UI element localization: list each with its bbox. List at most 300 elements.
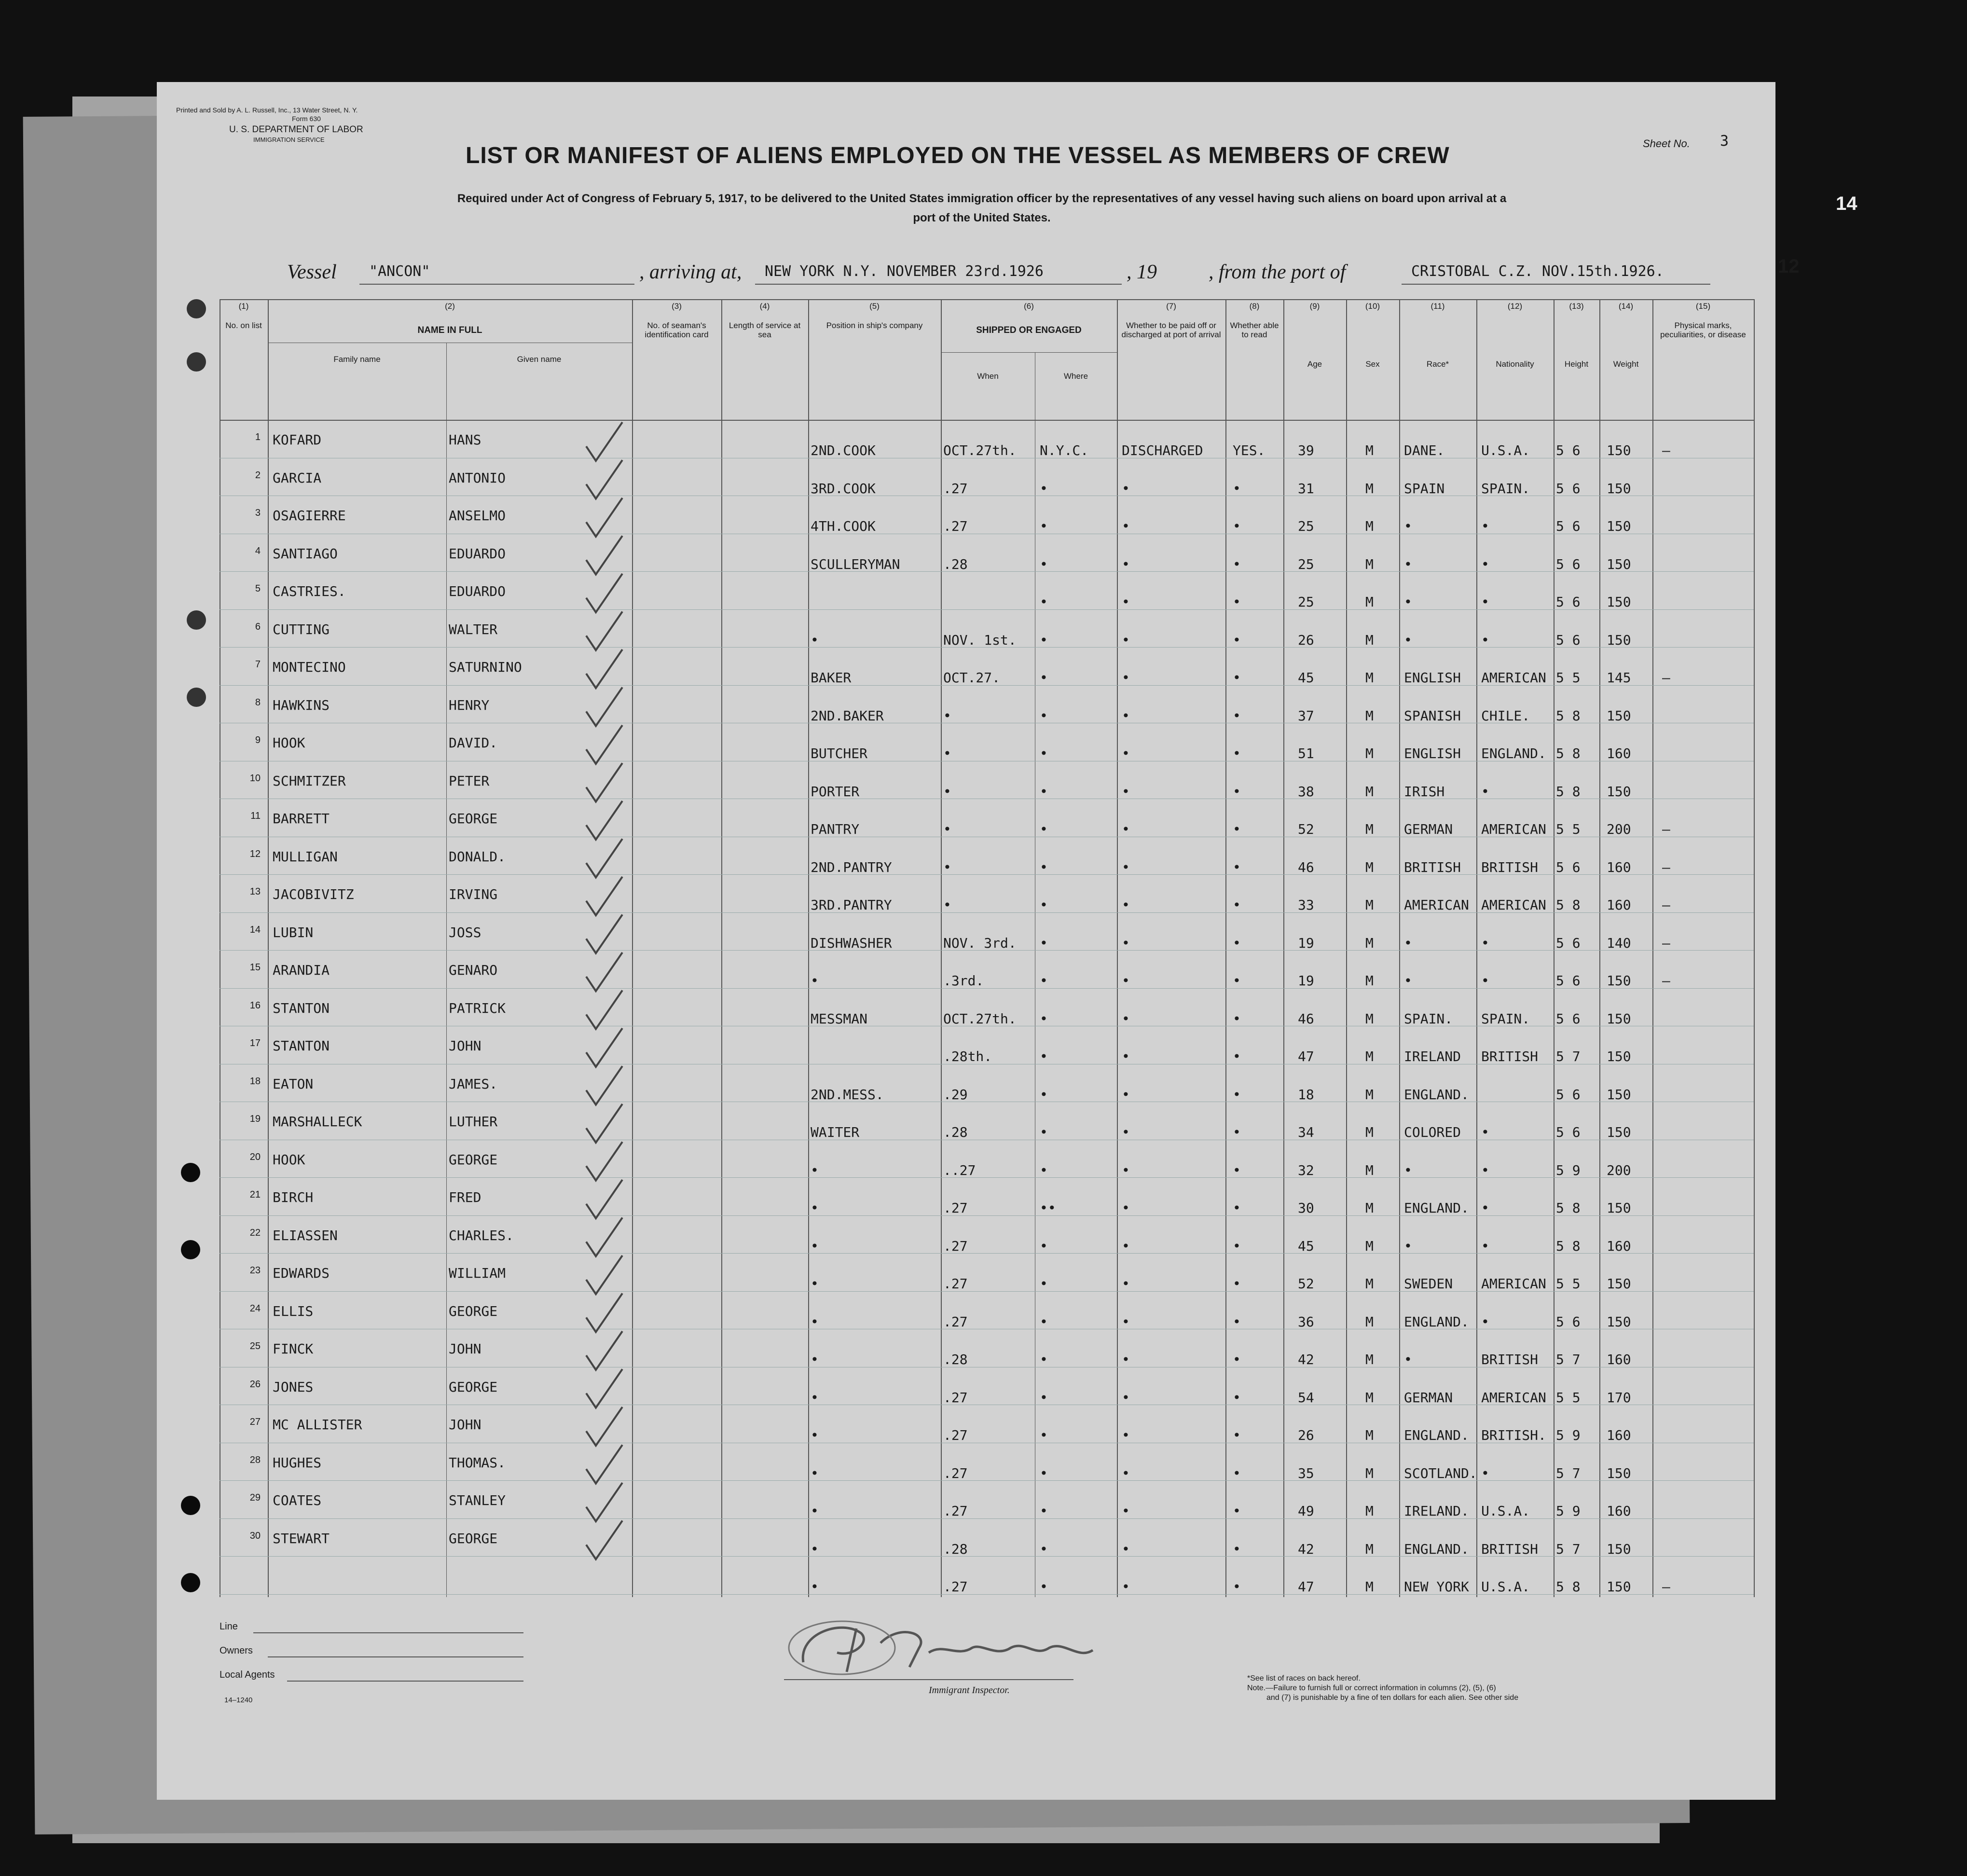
physical-marks: — [1662,442,1670,458]
paid-off: • [1122,1048,1130,1064]
nationality: AMERICAN [1481,821,1546,837]
race: ENGLISH [1404,745,1461,761]
nationality: • [1481,1200,1489,1216]
family-name: MARSHALLECK [273,1114,362,1130]
column-header-c1: No. on list [225,321,262,330]
position: • [811,632,819,648]
age: 52 [1298,1276,1314,1292]
sex: M [1365,1389,1374,1406]
shipped-when: • [943,821,951,837]
weight: 160 [1607,1503,1631,1519]
agents-underline [287,1681,523,1682]
shipped-when: NOV. 3rd. [943,935,1017,951]
row-number: 10 [249,772,261,784]
sex: M [1365,1313,1374,1330]
given-name: GEORGE [449,1530,498,1546]
height: 5 7 [1556,1352,1581,1367]
nationality: BRITISH [1481,1352,1539,1367]
given-name: PETER [449,772,490,789]
check-mark [586,1294,622,1332]
column-header-c6: SHIPPED OR ENGAGED [976,325,1082,335]
age: 52 [1298,821,1314,837]
given-name: JOHN [449,1038,481,1054]
weight: 150 [1607,1541,1631,1557]
able-to-read: • [1233,1276,1241,1292]
row-number: 25 [249,1341,261,1352]
family-name: ELIASSEN [273,1227,338,1243]
row-number: 12 [249,848,261,859]
position: • [811,1427,819,1443]
height: 5 5 [1556,1389,1581,1406]
position: 3RD.PANTRY [811,897,892,913]
row-number: 29 [249,1492,261,1503]
race: SPAIN. [1404,1010,1453,1027]
able-to-read: • [1233,1200,1241,1216]
shipped-when: .28 [943,1124,968,1140]
shipped-when: ..27 [943,1162,976,1178]
column-divider [446,343,447,1597]
weight: 150 [1607,973,1631,989]
sex: M [1365,1124,1374,1140]
weight: 150 [1607,1579,1631,1595]
physical-marks: — [1662,821,1670,837]
age: 19 [1298,935,1314,951]
able-to-read: • [1233,1048,1241,1064]
column-header-c3: No. of seaman's identification card [645,321,709,339]
check-mark [586,1028,622,1067]
nationality: BRITISH [1481,1048,1539,1064]
form-number: Form 630 [292,115,321,123]
family-name: BARRETT [273,811,330,827]
paid-off: • [1122,821,1130,837]
check-mark [586,1142,622,1181]
race: IRELAND [1404,1048,1461,1064]
column-header-family-name: Family name [333,355,381,364]
race: • [1404,556,1412,572]
column-header-c15: Physical marks, peculiarities, or disease [1660,321,1746,339]
able-to-read: YES. [1233,442,1265,458]
position: • [811,1541,819,1557]
row-divider [220,1480,1754,1481]
shipped-when: • [943,897,951,913]
weight: 150 [1607,1200,1631,1216]
column-divider [1652,299,1653,1597]
age: 42 [1298,1541,1314,1557]
height: 5 9 [1556,1503,1581,1519]
paid-off: • [1122,897,1130,913]
weight: 150 [1607,707,1631,724]
position: PORTER [811,783,860,800]
sex: M [1365,1238,1374,1254]
race: GERMAN [1404,821,1453,837]
check-mark [586,991,622,1029]
row-number: 23 [249,1265,261,1276]
paid-off: • [1122,480,1130,497]
paid-off: DISCHARGED [1122,442,1203,458]
age: 39 [1298,442,1314,458]
family-name: LUBIN [273,924,314,940]
column-header-c11: Race* [1426,359,1449,369]
check-mark [586,801,622,840]
height: 5 6 [1556,1313,1581,1330]
age: 51 [1298,745,1314,761]
race: IRELAND. [1404,1503,1469,1519]
age: 46 [1298,859,1314,875]
table-header-border [220,420,1754,421]
paid-off: • [1122,594,1130,610]
position: • [811,1313,819,1330]
shipped-when: .27 [943,1503,968,1519]
weight: 150 [1607,442,1631,458]
position: • [811,1389,819,1406]
position: 2ND.COOK [811,442,876,458]
sex: M [1365,821,1374,837]
nationality: AMERICAN [1481,1276,1546,1292]
column-header-c10: Sex [1365,359,1380,369]
able-to-read: • [1233,859,1241,875]
column-number: (2) [445,302,455,311]
punch-hole [181,1163,200,1182]
column-divider [1754,299,1755,1597]
paid-off: • [1122,1010,1130,1027]
sheet-number: 3 [1720,133,1729,150]
position: DISHWASHER [811,935,892,951]
given-name: EDUARDO [449,583,506,599]
given-name: LUTHER [449,1114,498,1130]
shipped-where: N.Y.C. [1040,442,1089,458]
height: 5 8 [1556,1579,1581,1595]
position: • [811,1162,819,1178]
row-number: 2 [255,469,261,481]
able-to-read: • [1233,1427,1241,1443]
given-name: GEORGE [449,1151,498,1168]
given-name: PATRICK [449,1000,506,1016]
nationality: • [1481,1124,1489,1140]
family-name: HAWKINS [273,697,330,713]
height: 5 8 [1556,1238,1581,1254]
shipped-when: .27 [943,1427,968,1443]
sex: M [1365,1276,1374,1292]
nationality: AMERICAN [1481,670,1546,686]
sex: M [1365,1010,1374,1027]
row-number: 21 [249,1189,261,1200]
age: 18 [1298,1086,1314,1103]
column-number: (8) [1249,302,1260,311]
punch-hole [187,299,206,318]
weight: 170 [1607,1389,1631,1406]
row-number: 3 [255,508,261,518]
sex: M [1365,1048,1374,1064]
age: 47 [1298,1579,1314,1595]
subtitle-line-2: port of the United States. [913,211,1051,224]
column-number: (12) [1507,302,1523,311]
position: MESSMAN [811,1010,868,1027]
row-number: 22 [249,1227,261,1238]
height: 5 6 [1556,442,1581,458]
shipped-when: .27 [943,1465,968,1481]
shipped-where: • [1040,1086,1048,1103]
shipped-where: • [1040,1579,1048,1595]
nationality: • [1481,1465,1489,1481]
arriving-label: , arriving at, [639,261,742,283]
paid-off: • [1122,1427,1130,1443]
check-mark [586,1407,622,1446]
sex: M [1365,1200,1374,1216]
age: 42 [1298,1352,1314,1367]
able-to-read: • [1233,1313,1241,1330]
able-to-read: • [1233,1124,1241,1140]
footer-line-label: Line [220,1621,238,1632]
given-name: CHARLES. [449,1227,514,1243]
position: 2ND.BAKER [811,707,884,724]
row-number: 16 [249,1000,261,1011]
race: SCOTLAND. [1404,1465,1477,1481]
race: ENGLAND. [1404,1313,1469,1330]
able-to-read: • [1233,1238,1241,1254]
row-number: 7 [255,659,261,670]
row-number: 4 [255,545,261,556]
race: GERMAN [1404,1389,1453,1406]
sex: M [1365,594,1374,610]
able-to-read: • [1233,745,1241,761]
check-mark [586,1331,622,1370]
age: 45 [1298,1238,1314,1254]
shipped-where: • [1040,556,1048,572]
sex: M [1365,518,1374,534]
age: 35 [1298,1465,1314,1481]
shipped-when: .28 [943,1541,968,1557]
nationality: U.S.A. [1481,1579,1530,1595]
column-number: (3) [672,302,682,311]
shipped-where: • [1040,1162,1048,1178]
able-to-read: • [1233,973,1241,989]
nationality: CHILE. [1481,707,1530,724]
paid-off: • [1122,1503,1130,1519]
race: AMERICAN [1404,897,1469,913]
sex: M [1365,859,1374,875]
position: PANTRY [811,821,860,837]
check-mark [586,688,622,726]
given-name: ANTONIO [449,469,506,486]
paid-off: • [1122,632,1130,648]
paid-off: • [1122,707,1130,724]
given-name: GENARO [449,962,498,978]
row-number: 20 [249,1151,261,1162]
position: • [811,1465,819,1481]
given-name: EDUARDO [449,545,506,562]
check-mark [586,1180,622,1218]
given-name: WALTER [449,621,498,637]
able-to-read: • [1233,821,1241,837]
race: SPANISH [1404,707,1461,724]
height: 5 9 [1556,1427,1581,1443]
age: 37 [1298,707,1314,724]
family-name: CUTTING [273,621,330,637]
race: • [1404,1162,1412,1178]
weight: 160 [1607,1238,1631,1254]
paid-off: • [1122,1389,1130,1406]
family-name: KOFARD [273,432,322,448]
shipped-where: • [1040,973,1048,989]
shipped-where: • [1040,859,1048,875]
height: 5 5 [1556,1276,1581,1292]
footer-note-failure: Note.—Failure to furnish full or correct information in columns (2), (5), (6) [1247,1684,1496,1692]
height: 5 8 [1556,707,1581,724]
row-divider [220,609,1754,610]
shipped-when: • [943,707,951,724]
family-name: STEWART [273,1530,330,1546]
row-number: 28 [249,1454,261,1465]
given-name: DAVID. [449,735,498,751]
punch-hole [181,1240,200,1259]
given-name: GEORGE [449,1379,498,1395]
family-name: STANTON [273,1038,330,1054]
height: 5 5 [1556,670,1581,686]
given-name: HENRY [449,697,490,713]
height: 5 6 [1556,973,1581,989]
check-mark [586,422,622,461]
check-mark [586,1483,622,1521]
given-name: IRVING [449,886,498,902]
able-to-read: • [1233,1086,1241,1103]
shipped-where: • [1040,1010,1048,1027]
physical-marks: — [1662,973,1670,989]
able-to-read: • [1233,670,1241,686]
family-name: CASTRIES. [273,583,346,599]
shipped-when: • [943,783,951,800]
sex: M [1365,745,1374,761]
weight: 150 [1607,632,1631,648]
weight: 160 [1607,745,1631,761]
able-to-read: • [1233,1465,1241,1481]
nationality: • [1481,973,1489,989]
nationality: • [1481,594,1489,610]
shipped-when: .27 [943,480,968,497]
race: IRISH [1404,783,1445,800]
given-name: JOHN [449,1341,481,1357]
race: • [1404,632,1412,648]
weight: 140 [1607,935,1631,951]
race: ENGLAND. [1404,1427,1469,1443]
able-to-read: • [1233,1389,1241,1406]
shipped-where: • [1040,480,1048,497]
race: SWEDEN [1404,1276,1453,1292]
nationality: • [1481,518,1489,534]
given-name: JOHN [449,1417,481,1433]
row-divider [220,1215,1754,1216]
column-header-where: Where [1063,372,1088,381]
punch-hole [187,688,206,707]
sex: M [1365,442,1374,458]
age: 45 [1298,670,1314,686]
printer-line: Printed and Sold by A. L. Russell, Inc., 13 Water Street, N. Y. [176,106,358,114]
check-mark [586,952,622,991]
weight: 150 [1607,1313,1631,1330]
column-header-c2: NAME IN FULL [417,325,482,335]
check-mark [586,877,622,915]
paid-off: • [1122,556,1130,572]
family-name: FINCK [273,1341,314,1357]
age: 32 [1298,1162,1314,1178]
sex: M [1365,1086,1374,1103]
sex: M [1365,632,1374,648]
sex: M [1365,973,1374,989]
physical-marks: — [1662,670,1670,686]
age: 47 [1298,1048,1314,1064]
weight: 160 [1607,1352,1631,1367]
family-name: MC ALLISTER [273,1417,362,1433]
inspector-underline [784,1679,1073,1680]
position: 4TH.COOK [811,518,876,534]
able-to-read: • [1233,1010,1241,1027]
age: 49 [1298,1503,1314,1519]
race: ENGLISH [1404,670,1461,686]
weight: 150 [1607,1276,1631,1292]
race: • [1404,973,1412,989]
able-to-read: • [1233,1503,1241,1519]
able-to-read: • [1233,518,1241,534]
shipped-where: •• [1040,1200,1056,1216]
shipped-where: • [1040,1503,1048,1519]
column-number: (13) [1569,302,1584,311]
shipped-where: • [1040,594,1048,610]
row-number: 5 [255,583,261,594]
sex: M [1365,1352,1374,1367]
line-underline [253,1632,523,1633]
shipped-when: .27 [943,1276,968,1292]
age: 25 [1298,518,1314,534]
weight: 150 [1607,1465,1631,1481]
position: BUTCHER [811,745,868,761]
row-number: 18 [249,1076,261,1087]
page-title: LIST OR MANIFEST OF ALIENS EMPLOYED ON THE VESSEL AS MEMBERS OF CREW [466,143,1450,168]
column-divider [721,299,722,1597]
weight: 150 [1607,556,1631,572]
paid-off: • [1122,1465,1130,1481]
family-name: HOOK [273,1151,305,1168]
column-header-c13: Height [1564,359,1589,369]
shipped-when: .28 [943,556,968,572]
sex: M [1365,935,1374,951]
row-number: 15 [249,962,261,973]
paid-off: • [1122,1086,1130,1103]
nationality: BRITISH. [1481,1427,1546,1443]
footer-owners-label: Owners [220,1645,253,1656]
nationality: BRITISH [1481,859,1539,875]
age: 46 [1298,1010,1314,1027]
row-number: 24 [249,1303,261,1314]
year-label: , 19 [1127,261,1157,283]
physical-marks: — [1662,1579,1670,1595]
service-name: IMMIGRATION SERVICE [253,136,325,143]
weight: 160 [1607,859,1631,875]
height: 5 9 [1556,1162,1581,1178]
able-to-read: • [1233,1579,1241,1595]
column-header-c12: Nationality [1496,359,1534,369]
check-mark [586,1369,622,1408]
shipped-when: .27 [943,1313,968,1330]
race: • [1404,1352,1412,1367]
height: 5 8 [1556,1200,1581,1216]
age: 31 [1298,480,1314,497]
shipped-when: • [943,859,951,875]
weight: 150 [1607,480,1631,497]
weight: 145 [1607,670,1631,686]
column-number: (7) [1166,302,1176,311]
able-to-read: • [1233,707,1241,724]
row-number: 14 [249,924,261,935]
race: • [1404,594,1412,610]
